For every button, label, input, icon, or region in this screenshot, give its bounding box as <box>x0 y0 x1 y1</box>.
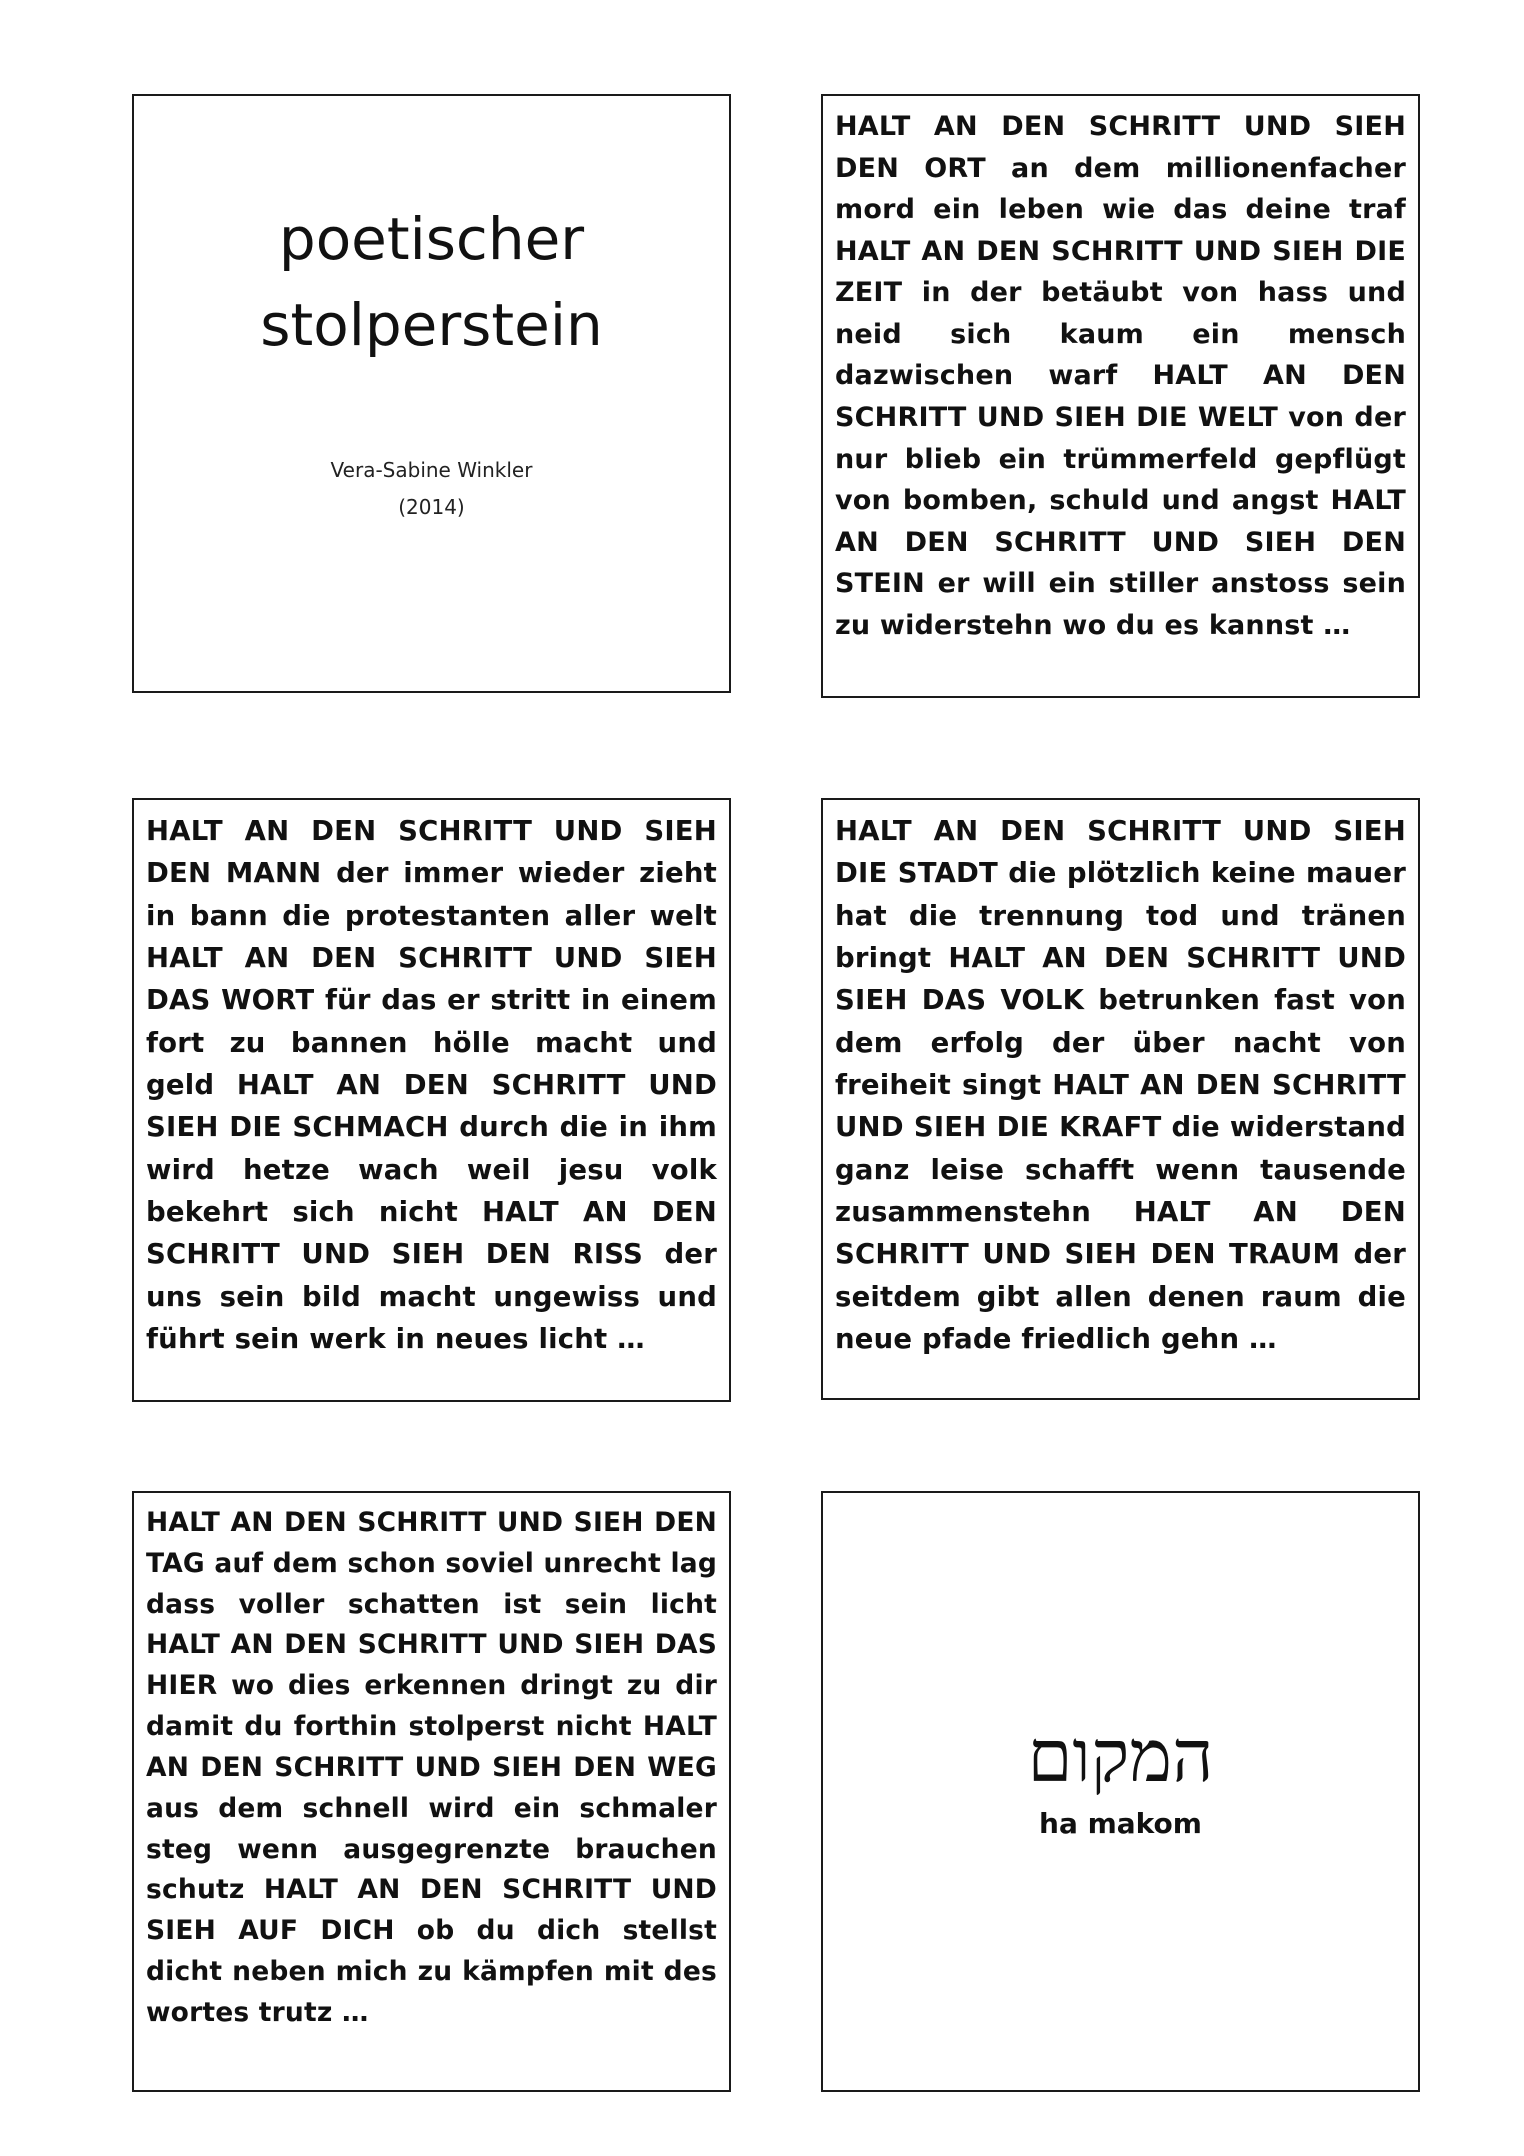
closing-card <box>821 1491 1420 2092</box>
stanza-card-3 <box>821 798 1420 1400</box>
hebrew-word: המקום <box>1027 1714 1214 1798</box>
stanza-text: HALT AN DEN SCHRITT UND SIEH DEN ORT an dem millionenfacher mord ein leben wie das deine traf HALT AN DEN SCHRITT UND SIEH DIE ZEIT in der betäubt von hass und neid sich kaum ein mensch dazwischen warf HALT AN DEN SCHRITT UND SIEH DIE WELT von der nur blieb ein trümmerfeld gepflügt von bomben, schuld und angst HALT AN DEN SCHRITT UND SIEH DEN STEIN er will ein stiller anstoss sein zu widerstehn wo du es kannst … <box>835 111 1406 641</box>
title-line-2: stolperstein <box>260 291 603 359</box>
title-line-1: poetischer <box>278 205 585 273</box>
stanza-text: HALT AN DEN SCHRITT UND SIEH DEN MANN der immer wieder zieht in bann die protestanten aller welt HALT AN DEN SCHRITT UND SIEH DAS WORT für das er stritt in einem fort zu bannen hölle macht und geld HALT AN DEN SCHRITT UND SIEH DIE SCHMACH durch die in ihm wird hetze wach weil jesu volk bekehrt sich nicht HALT AN DEN SCHRITT UND SIEH DEN RISS der uns sein bild macht ungewiss und führt sein werk in neues licht … <box>146 815 717 1356</box>
author-block <box>134 452 729 526</box>
stanza-card-1 <box>821 94 1420 698</box>
stanza-text: HALT AN DEN SCHRITT UND SIEH DIE STADT die plötzlich keine mauer hat die trennung tod und tränen bringt HALT AN DEN SCHRITT UND SIEH DAS VOLK betrunken fast von dem erfolg der über nacht von freiheit singt HALT AN DEN SCHRITT UND SIEH DIE KRAFT die widerstand ganz leise schafft wenn tausende zusammenstehn HALT AN DEN SCHRITT UND SIEH DEN TRAUM der seitdem gibt allen denen raum die neue pfade friedlich gehn … <box>835 815 1406 1356</box>
poem-title <box>134 196 729 368</box>
stanza-text: HALT AN DEN SCHRITT UND SIEH DEN TAG auf dem schon soviel unrecht lag dass voller schatten ist sein licht HALT AN DEN SCHRITT UND SIEH DAS HIER wo dies erkennen dringt zu dir damit du forthin stolperst nicht HALT AN DEN SCHRITT UND SIEH DEN WEG aus dem schnell wird ein schmaler steg wenn ausgegrenzte brauchen schutz HALT AN DEN SCHRITT UND SIEH AUF DICH ob du dich stellst dicht neben mich zu kämpfen mit des wortes trutz … <box>146 1507 717 2028</box>
stanza-card-2 <box>132 798 731 1402</box>
stanza-card-4 <box>132 1491 731 2092</box>
transliteration: ha makom <box>1039 1807 1202 1840</box>
author-name: Vera-Sabine Winkler <box>330 458 533 482</box>
publication-year: (2014) <box>398 495 465 519</box>
title-card <box>132 94 731 693</box>
